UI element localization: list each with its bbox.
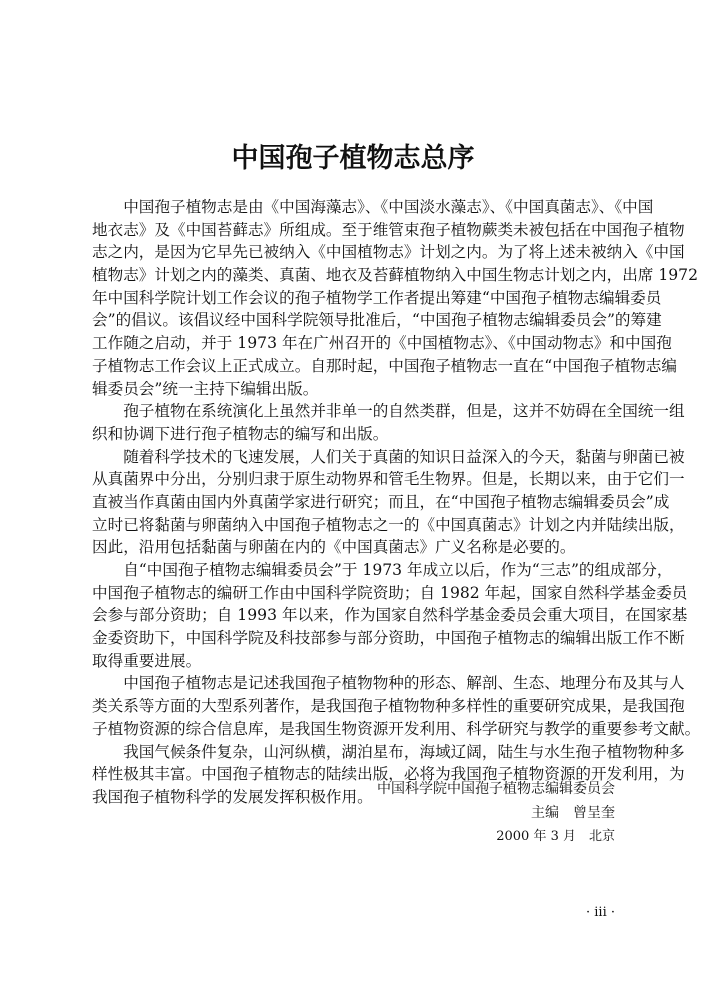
text-line: 中国孢子植物志的编研工作由中国科学院资助；自 1982 年起，国家自然科学基金委员 bbox=[92, 583, 688, 602]
text-line: 自“中国孢子植物志编辑委员会”于 1973 年成立以后，作为“三志”的组成部分， bbox=[123, 561, 673, 579]
text-line: 取得重要进展。 bbox=[92, 651, 202, 670]
paragraph bbox=[92, 672, 701, 740]
text-line: 中国孢子植物志是由《中国海藻志》、《中国淡水藻志》、《中国真菌志》、《中国 bbox=[123, 198, 654, 216]
text-line: 直被当作真菌由国内外真菌学家进行研究；而且，在“中国孢子植物志编辑委员会”成 bbox=[92, 492, 670, 511]
text-line: 工作随之启动，并于 1973 年在广州召开的《中国植物志》、《中国动物志》和中国孢 bbox=[92, 334, 672, 353]
signature-editor: 主编 曾呈奎 bbox=[531, 805, 615, 821]
text-line: 植物志》计划之内的藻类、真菌、地衣及苔藓植物纳入中国生物志计划之内，出席 1972 bbox=[92, 266, 699, 285]
text-line: 辑委员会”统一主持下编辑出版。 bbox=[92, 379, 319, 398]
text-line: 织和协调下进行孢子植物志的编写和出版。 bbox=[92, 424, 389, 443]
text-line: 志之内，是因为它早先已被纳入《中国植物志》计划之内。为了将上述未被纳入《中国 bbox=[92, 243, 685, 262]
paragraph bbox=[92, 400, 685, 445]
paragraph bbox=[92, 559, 688, 672]
text-line: 类关系等方面的大型系列著作，是我国孢子植物物种多样性的重要研究成果，是我国孢 bbox=[92, 697, 685, 716]
text-line: 会参与部分资助；自 1993 年以来，作为国家自然科学基金委员会重大项目，在国家基 bbox=[92, 606, 688, 625]
paragraph bbox=[92, 196, 699, 400]
text-line: 我国气候条件复杂，山河纵横，湖泊星布，海域辽阔，陆生与水生孢子植物物种多 bbox=[123, 742, 685, 761]
text-line: 子植物志工作会议上正式成立。自那时起，中国孢子植物志一直在“中国孢子植物志编 bbox=[92, 356, 677, 375]
signature-block bbox=[377, 777, 615, 849]
text-line: 金委资助下，中国科学院及科技部参与部分资助，中国孢子植物志的编辑出版工作不断 bbox=[92, 629, 685, 648]
text-line: 立时已将黏菌与卵菌纳入中国孢子植物志之一的《中国真菌志》计划之内并陆续出版， bbox=[92, 515, 685, 534]
text-line: 从真菌界中分出，分别归隶于原生动物界和管毛生物界。但是，长期以来，由于它们一 bbox=[92, 470, 685, 489]
text-line: 年中国科学院计划工作会议的孢子植物学工作者提出筹建“中国孢子植物志编辑委员 bbox=[92, 288, 662, 307]
text-line: 随着科学技术的飞速发展，人们关于真菌的知识日益深入的今天，黏菌与卵菌已被 bbox=[123, 447, 685, 466]
text-line: 中国孢子植物志是记述我国孢子植物物种的形态、解剖、生态、地理分布及其与人 bbox=[123, 674, 685, 693]
preface-body bbox=[92, 196, 701, 809]
text-line: 我国孢子植物科学的发展发挥积极作用。 bbox=[92, 787, 373, 806]
text-line: 样性极其丰富。中国孢子植物志的陆续出版，必将为我国孢子植物资源的开发利用，为 bbox=[92, 765, 685, 784]
text-line: 孢子植物在系统演化上虽然并非单一的自然类群，但是，这并不妨碍在全国统一组 bbox=[123, 402, 685, 421]
text-line: 因此，沿用包括黏菌与卵菌在内的《中国真菌志》广义名称是必要的。 bbox=[92, 538, 576, 557]
text-line: 子植物资源的综合信息库，是我国生物资源开发利用、科学研究与教学的重要参考文献。 bbox=[92, 719, 701, 738]
page-number: · iii · bbox=[585, 905, 615, 920]
text-line: 会”的倡议。该倡议经中国科学院领导批准后，“中国孢子植物志编辑委员会”的筹建 bbox=[92, 311, 662, 330]
paragraph bbox=[92, 446, 685, 559]
page-title: 中国孢子植物志总序 bbox=[231, 143, 475, 174]
signature-date: 2000 年 3 月 北京 bbox=[496, 829, 615, 844]
signature-organization: 中国科学院中国孢子植物志编辑委员会 bbox=[377, 781, 615, 797]
text-line: 地衣志》及《中国苔藓志》所组成。至于维管束孢子植物蕨类未被包括在中国孢子植物 bbox=[92, 220, 685, 239]
